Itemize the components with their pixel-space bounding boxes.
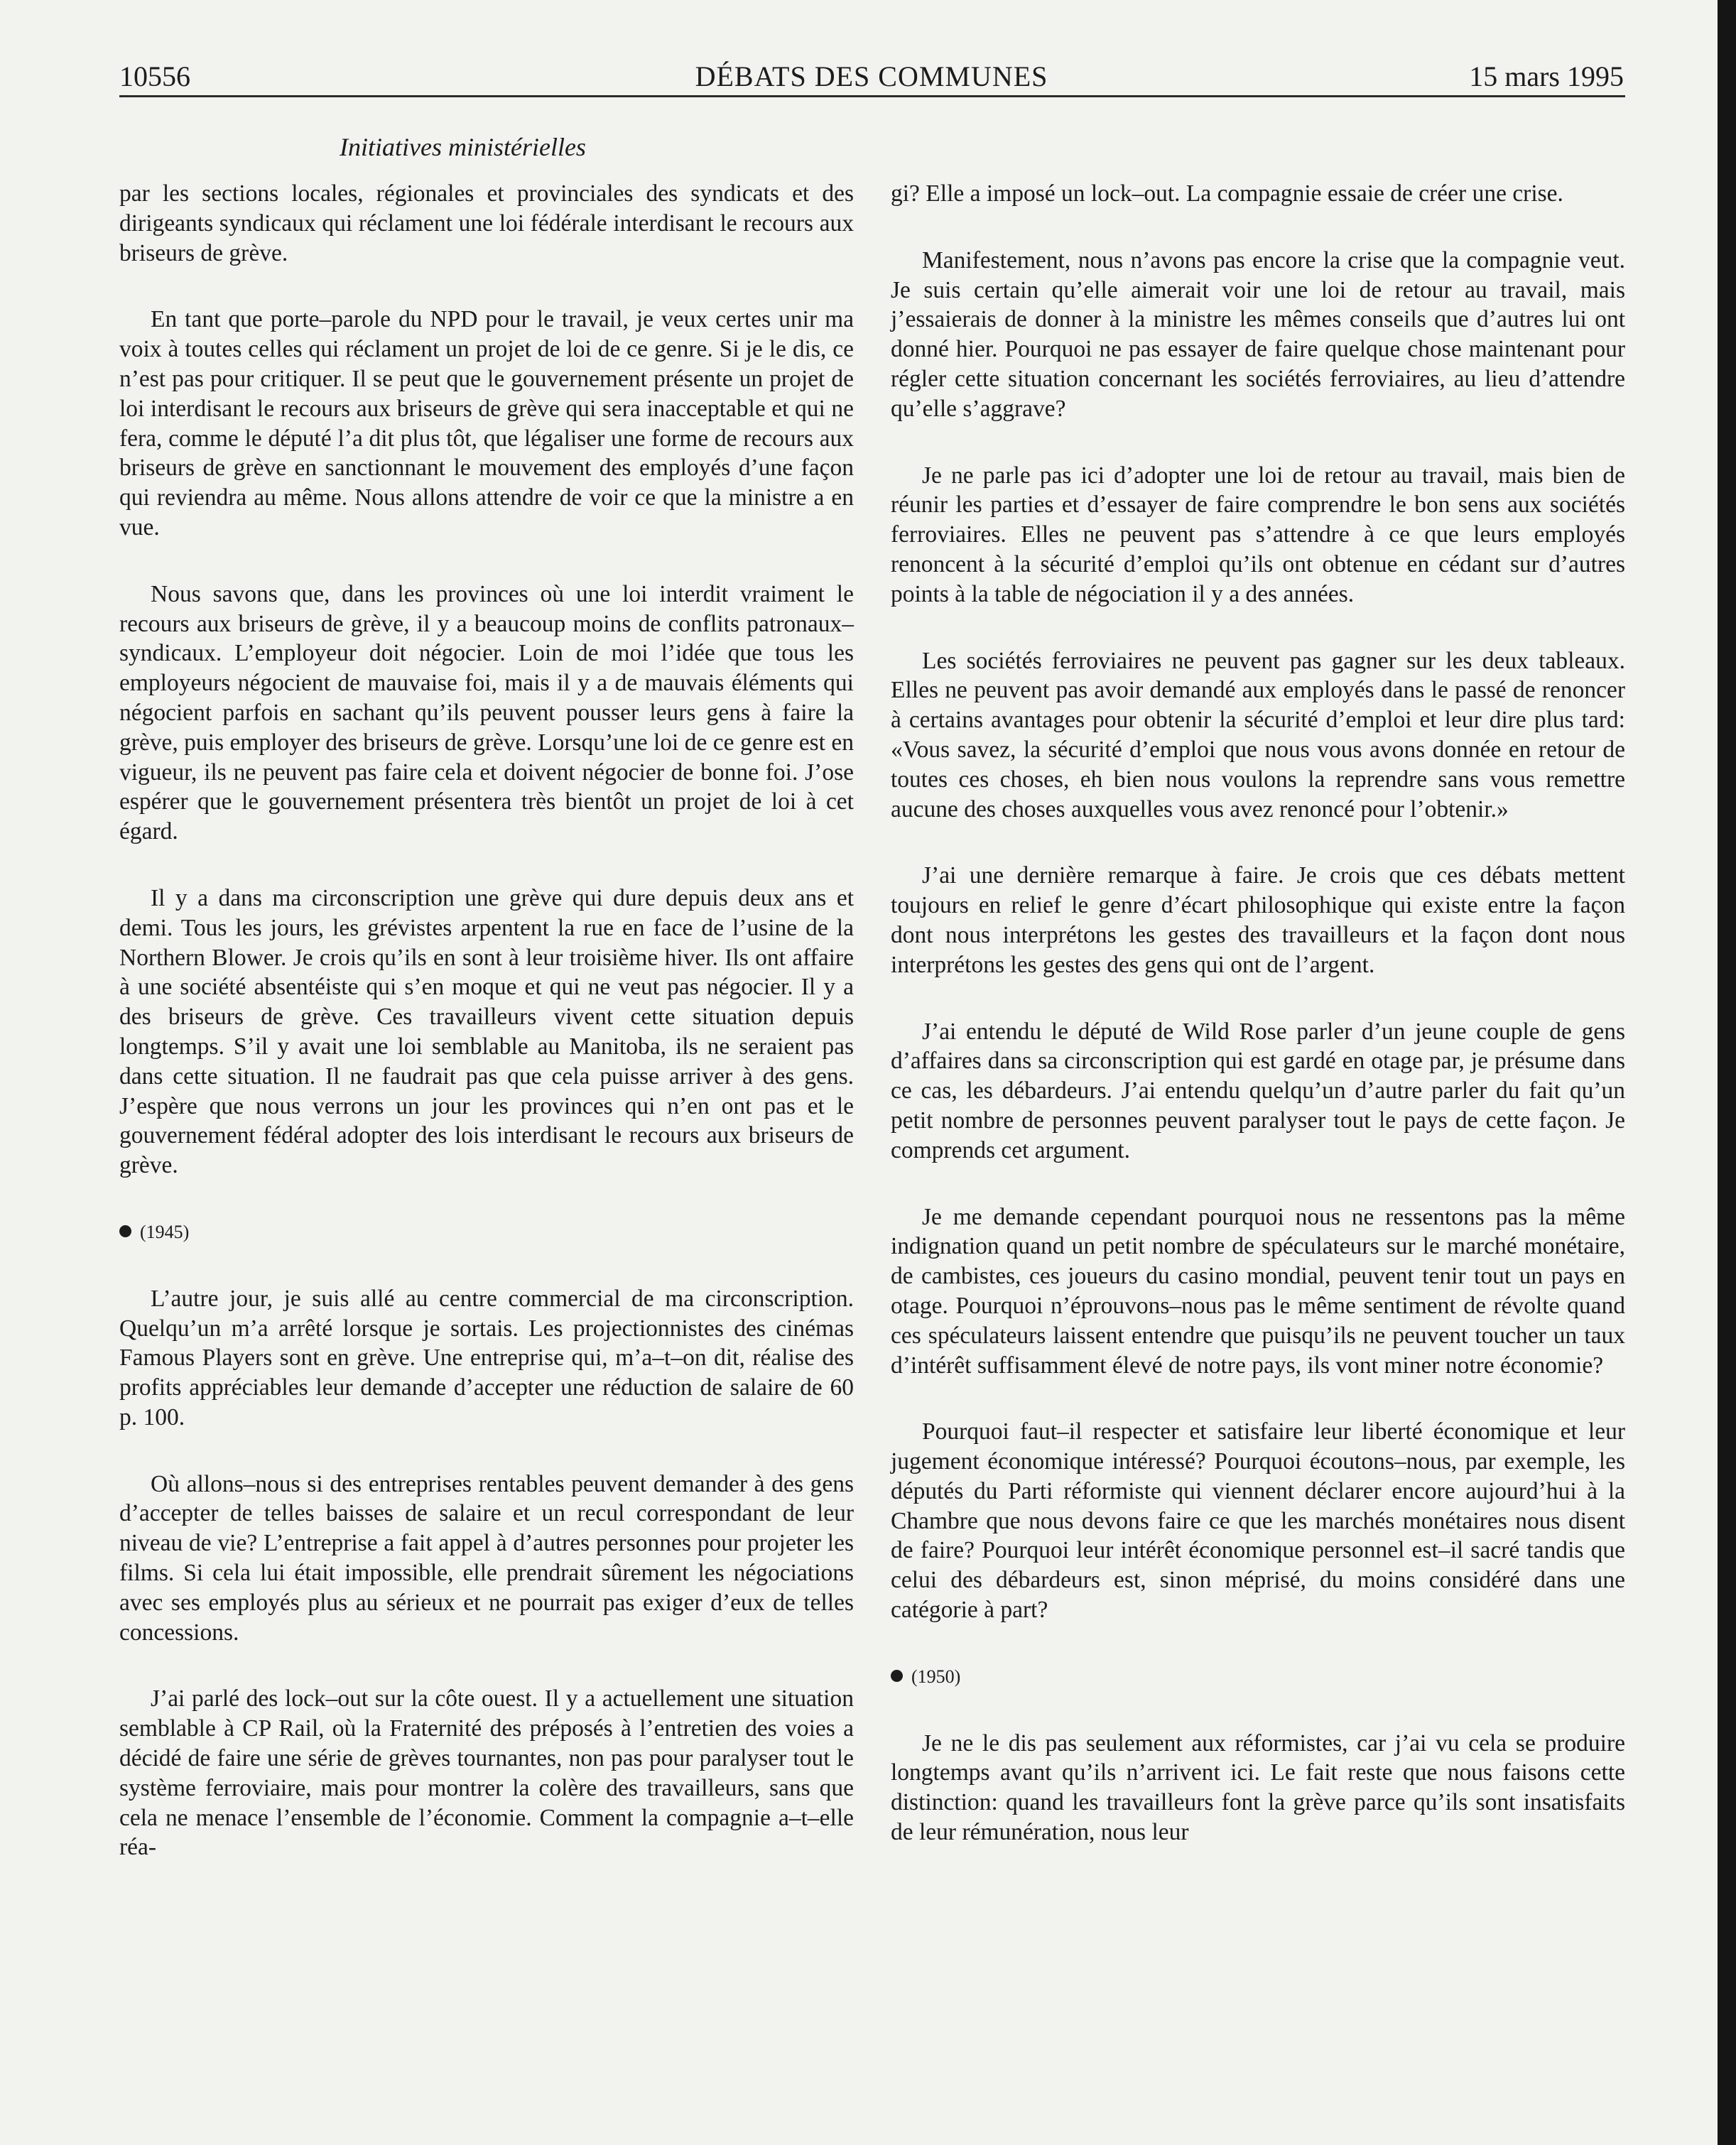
paragraph: Je ne parle pas ici d’adopter une loi de retour au travail, mais bien de réunir les parties et d’essayer de faire comprendre le bon sens aux sociétés ferroviaires. Elles ne peuvent pas s’attendre à ce que leurs employés renoncent à la sécurité d’emploi qu’ils ont obtenue en cédant sur d’autres points à la table de négociation il y a des années. bbox=[891, 462, 1625, 607]
page-date: 15 mars 1995 bbox=[1469, 60, 1624, 92]
paragraph: gi? Elle a imposé un lock–out. La compagnie essaie de créer une crise. bbox=[891, 180, 1563, 207]
paragraph: Où allons–nous si des entreprises rentables peuvent demander à des gens d’accepter de telles baisses de salaire et un recul correspondant de leur niveau de vie? L’entreprise a fait appel à d’autres personnes pour projeter les films. Si cela lui était impossible, elle prendrait sûrement les négociations avec ses employés plus au sérieux et ne pourrait pas exiger d’eux de telles concessions. bbox=[119, 1470, 854, 1646]
paragraph: Je ne le dis pas seulement aux réformistes, car j’ai vu cela se produire longtemps avant qu’ils n’arrivent ici. Le fait reste que nous faisons cette distinction: quand les travailleurs font la grève parce qu’ils sont insatisfaits de leur rémunération, nous leur bbox=[891, 1729, 1625, 1846]
paragraph: par les sections locales, régionales et provinciales des syndicats et des dirigeants syndicaux qui réclament une loi fédérale interdisant le recours aux briseurs de grève. bbox=[119, 180, 854, 266]
timestamp-text: (1945) bbox=[140, 1221, 190, 1242]
paragraph: En tant que porte–parole du NPD pour le travail, je veux certes unir ma voix à toutes celles qui réclament un projet de loi de ce genre. Si je le dis, ce n’est pas pour critiquer. Il se peut que le gouvernement présente un projet de loi interdisant le recours aux briseurs de grève qui sera inacceptable et qui ne fera, comme le député l’a dit plus tôt, que légaliser une forme de recours aux briseurs de grève en sanctionnant le mouvement des employés d’une façon qui reviendra au même. Nous allons attendre de voir ce que la ministre a en vue. bbox=[119, 306, 854, 541]
left-column bbox=[119, 179, 854, 1862]
journal-title: DÉBATS DES COMMUNES bbox=[695, 60, 1048, 92]
paragraph: J’ai une dernière remarque à faire. Je crois que ces débats mettent toujours en relief le genre d’écart philosophique qui existe entre la façon dont nous interprétons les gestes des travailleurs et la façon dont nous interprétons les gestes des gens qui ont de l’argent. bbox=[891, 862, 1625, 978]
scan-edge bbox=[1718, 0, 1736, 2145]
bullet-icon bbox=[119, 1225, 131, 1237]
right-column bbox=[891, 179, 1625, 1847]
paragraph: Il y a dans ma circonscription une grève qui dure depuis deux ans et demi. Tous les jours, les grévistes arpentent la rue en face de l’usine de la Northern Blower. Je crois qu’ils en sont à leur troisième hiver. Ils ont affaire à une société absentéiste qui s’en moque et qui ne veut pas négocier. Il y a des briseurs de grève. Ces travailleurs vivent cette situation depuis longtemps. S’il y avait une loi semblable au Manitoba, ils ne seraient pas dans cette situation. Il ne faudrait pas que cela puisse arriver à des gens. J’espère que nous verrons un jour les provinces qui n’en ont pas et le gouvernement fédéral adopter des lois interdisant le recours aux briseurs de grève. bbox=[119, 884, 854, 1179]
timestamp-text: (1950) bbox=[911, 1666, 961, 1687]
paragraph: Je me demande cependant pourquoi nous ne ressentons pas la même indignation quand un petit nombre de spéculateurs sur le marché monétaire, de cambistes, ces joueurs du casino mondial, peuvent tenir tout un pays en otage. Pourquoi n’éprouvons–nous pas le même sentiment de révolte quand ces spéculateurs laissent entendre que puisqu’ils ne peuvent toucher un taux d’intérêt suffisamment élevé de notre pays, ils vont miner notre économie? bbox=[891, 1203, 1625, 1379]
page-header bbox=[119, 55, 1624, 99]
paragraph: Nous savons que, dans les provinces où une loi interdit vraiment le recours aux briseurs de grève, il y a beaucoup moins de conflits patronaux–syndicaux. L’employeur doit négocier. Loin de moi l’idée que tous les employeurs négocient de mauvaise foi, mais il y a de mauvais éléments qui négocient parfois en sachant qu’ils peuvent pousser leurs gens à faire la grève, puis employer des briseurs de grève. Lorsqu’une loi de ce genre est en vigueur, ils ne peuvent pas faire cela et doivent négocier de bonne foi. J’ose espérer que le gouvernement présentera très bientôt un projet de loi à cet égard. bbox=[119, 580, 854, 845]
paragraph: J’ai parlé des lock–out sur la côte ouest. Il y a actuellement une situation semblable à CP Rail, où la Fraternité des préposés à l’entretien des voies a décidé de faire une série de grèves tournantes, non pas pour paralyser tout le système ferroviaire, mais pour montrer la colère des travailleurs, sans que cela ne menace l’ensemble de l’économie. Comment la compagnie a–t–elle réa- bbox=[119, 1685, 854, 1861]
paragraph: Les sociétés ferroviaires ne peuvent pas gagner sur les deux tableaux. Elles ne peuvent pas avoir demandé aux employés dans le passé de renoncer à certains avantages pour obtenir la sécurité d’emploi et leur dire plus tard: «Vous savez, la sécurité d’emploi que nous vous avons donnée en retour de toutes ces choses, eh bien nous voulons la reprendre sans vous remettre aucune des choses auxquelles vous avez renoncé pour l’obtenir.» bbox=[891, 647, 1625, 822]
bullet-icon bbox=[891, 1670, 903, 1682]
paragraph: L’autre jour, je suis allé au centre commercial de ma circonscription. Quelqu’un m’a arrêté lorsque je sortais. Les projectionnistes des cinémas Famous Players sont en grève. Une entreprise qui, m’a–t–on dit, réalise des profits appréciables leur demande d’accepter une réduction de salaire de 60 p. 100. bbox=[119, 1285, 854, 1430]
page-number: 10556 bbox=[119, 60, 190, 92]
timestamp-marker bbox=[119, 1217, 854, 1247]
paragraph: Pourquoi faut–il respecter et satisfaire leur liberté économique et leur jugement économique intéressé? Pourquoi écoutons–nous, par exemple, les députés du Parti réformiste qui viennent déclarer encore aujourd’hui à la Chambre que nous devons faire ce que les marchés monétaires nous disent de faire? Pourquoi leur intérêt économique personnel est–il sacré tandis que celui des débardeurs est, sinon méprisé, du moins considéré dans une catégorie à part? bbox=[891, 1418, 1625, 1624]
timestamp-marker bbox=[891, 1662, 1625, 1692]
paragraph: Manifestement, nous n’avons pas encore la crise que la compagnie veut. Je suis certain qu’elle aimerait voir une loi de retour au travail, mais j’essaierais de donner à la ministre les mêmes conseils que d’autres lui ont donné hier. Pourquoi ne pas essayer de faire quelque chose maintenant pour régler cette situation concernant les sociétés ferroviaires, au lieu d’attendre qu’elle s’aggrave? bbox=[891, 246, 1625, 422]
section-title: Initiatives ministérielles bbox=[340, 133, 586, 161]
paragraph: J’ai entendu le député de Wild Rose parler d’un jeune couple de gens d’affaires dans sa circonscription qui est gardé en otage par, je présume dans ce cas, les débardeurs. J’ai entendu quelqu’un d’autre parler du fait qu’un petit nombre de personnes peuvent paralyser tout le pays de cette façon. Je comprends cet argument. bbox=[891, 1018, 1625, 1163]
header-rule bbox=[119, 95, 1625, 97]
